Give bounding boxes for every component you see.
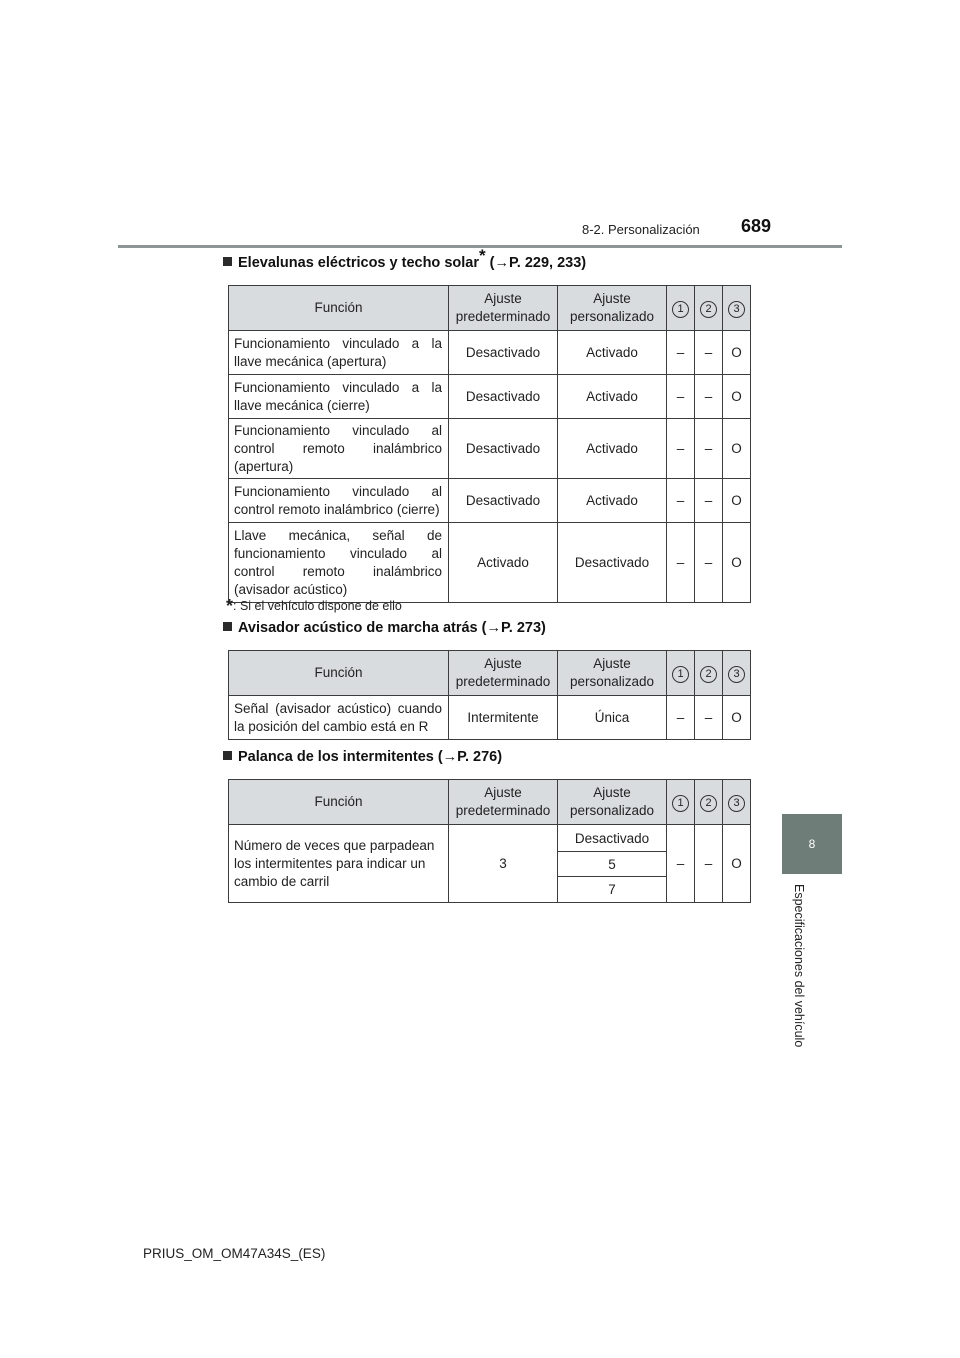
header-default: Ajuste predeterminado [449, 780, 558, 825]
table-row [229, 331, 751, 375]
col3-cell: O [723, 523, 751, 603]
custom-option-cell: Desactivado [558, 825, 667, 852]
col1-cell: – [667, 375, 695, 419]
custom-cell: Desactivado [558, 523, 667, 603]
col1-cell: – [667, 825, 695, 903]
table-row [229, 696, 751, 740]
function-cell: Funcionamiento vinculado a la llave mecánica (cierre) [229, 375, 449, 419]
header-col3 [723, 780, 751, 825]
function-cell: Llave mecánica, señal de funcionamiento vinculado al control remoto inalámbrico (avisador acústico) [229, 523, 449, 603]
default-cell: Desactivado [449, 479, 558, 523]
col3-cell: O [723, 696, 751, 740]
square-bullet-icon [223, 622, 232, 631]
col1-cell: – [667, 696, 695, 740]
function-cell: Señal (avisador acústico) cuando la posición del cambio está en R [229, 696, 449, 740]
col1-cell: – [667, 419, 695, 479]
default-cell: Desactivado [449, 419, 558, 479]
footnote [226, 596, 402, 617]
col1-cell: – [667, 331, 695, 375]
section-heading-turn-signal [223, 749, 502, 765]
footnote-text: : Si el vehículo dispone de ello [233, 599, 402, 613]
circled-2-icon: 2 [700, 666, 717, 683]
col2-cell: – [695, 375, 723, 419]
square-bullet-icon [223, 751, 232, 760]
heading-title: Elevalunas eléctricos y techo solar [238, 255, 479, 271]
circled-2-icon: 2 [700, 795, 717, 812]
table-row [229, 419, 751, 479]
header-default: Ajuste predeterminado [449, 651, 558, 696]
chapter-title: Especificaciones del vehículo [792, 884, 806, 1048]
custom-cell: Activado [558, 331, 667, 375]
col1-cell: – [667, 523, 695, 603]
header-col2 [695, 286, 723, 331]
circled-1-icon: 1 [672, 666, 689, 683]
table-header-row [229, 286, 751, 331]
settings-table-turn-signal [228, 779, 751, 903]
header-col1 [667, 286, 695, 331]
heading-reference[interactable]: (→P. 273) [477, 620, 546, 636]
header-custom: Ajuste personalizado [558, 286, 667, 331]
col1-cell: – [667, 479, 695, 523]
header-function: Función [229, 651, 449, 696]
header-custom: Ajuste personalizado [558, 780, 667, 825]
col3-cell: O [723, 375, 751, 419]
section-title: 8-2. Personalización [582, 222, 700, 237]
col3-cell: O [723, 479, 751, 523]
custom-cell: Activado [558, 479, 667, 523]
circled-1-icon: 1 [672, 301, 689, 318]
page-number: 689 [741, 216, 772, 236]
custom-cell: Única [558, 696, 667, 740]
function-cell: Número de veces que parpadean los intermitentes para indicar un cambio de carril [229, 825, 449, 903]
heading-title: Avisador acústico de marcha atrás [238, 620, 478, 636]
col2-cell: – [695, 696, 723, 740]
table-header-row [229, 780, 751, 825]
heading-reference[interactable]: (→P. 229, 233) [485, 255, 587, 271]
settings-table-reverse-buzzer [228, 650, 751, 740]
heading-reference[interactable]: (→P. 276) [433, 749, 503, 765]
section-heading-reverse-buzzer [223, 620, 546, 636]
col2-cell: – [695, 419, 723, 479]
header-col2 [695, 780, 723, 825]
default-cell: Activado [449, 523, 558, 603]
col2-cell: – [695, 331, 723, 375]
header-function: Función [229, 286, 449, 331]
default-cell: 3 [449, 825, 558, 903]
circled-2-icon: 2 [700, 301, 717, 318]
col3-cell: O [723, 419, 751, 479]
circled-3-icon: 3 [728, 795, 745, 812]
col2-cell: – [695, 825, 723, 903]
chapter-tab[interactable] [782, 814, 842, 874]
table-row [229, 825, 751, 852]
col2-cell: – [695, 479, 723, 523]
function-cell: Funcionamiento vinculado al control remoto inalámbrico (cierre) [229, 479, 449, 523]
circled-1-icon: 1 [672, 795, 689, 812]
footnote-asterisk: * [226, 596, 234, 616]
function-cell: Funcionamiento vinculado al control remoto inalámbrico (apertura) [229, 419, 449, 479]
custom-cell: Activado [558, 419, 667, 479]
table-row [229, 375, 751, 419]
chapter-number: 8 [808, 837, 816, 851]
default-cell: Intermitente [449, 696, 558, 740]
square-bullet-icon [223, 257, 232, 266]
col3-cell: O [723, 331, 751, 375]
header-col1 [667, 780, 695, 825]
header-custom: Ajuste personalizado [558, 651, 667, 696]
col3-cell: O [723, 825, 751, 903]
function-cell: Funcionamiento vinculado a la llave mecánica (apertura) [229, 331, 449, 375]
default-cell: Desactivado [449, 375, 558, 419]
heading-title: Palanca de los intermitentes [238, 749, 434, 765]
section-heading-windows [223, 246, 587, 271]
header-col2 [695, 651, 723, 696]
document-code: PRIUS_OM_OM47A34S_(ES) [143, 1246, 326, 1261]
custom-option-cell: 5 [558, 852, 667, 877]
col2-cell: – [695, 523, 723, 603]
header-default: Ajuste predeterminado [449, 286, 558, 331]
default-cell: Desactivado [449, 331, 558, 375]
header-col3 [723, 651, 751, 696]
custom-cell: Activado [558, 375, 667, 419]
header-col1 [667, 651, 695, 696]
asterisk-mark: * [478, 246, 486, 265]
custom-option-cell: 7 [558, 877, 667, 903]
header-function: Función [229, 780, 449, 825]
table-row [229, 479, 751, 523]
header-col3 [723, 286, 751, 331]
table-header-row [229, 651, 751, 696]
circled-3-icon: 3 [728, 301, 745, 318]
settings-table-windows [228, 285, 751, 603]
circled-3-icon: 3 [728, 666, 745, 683]
table-row [229, 523, 751, 603]
